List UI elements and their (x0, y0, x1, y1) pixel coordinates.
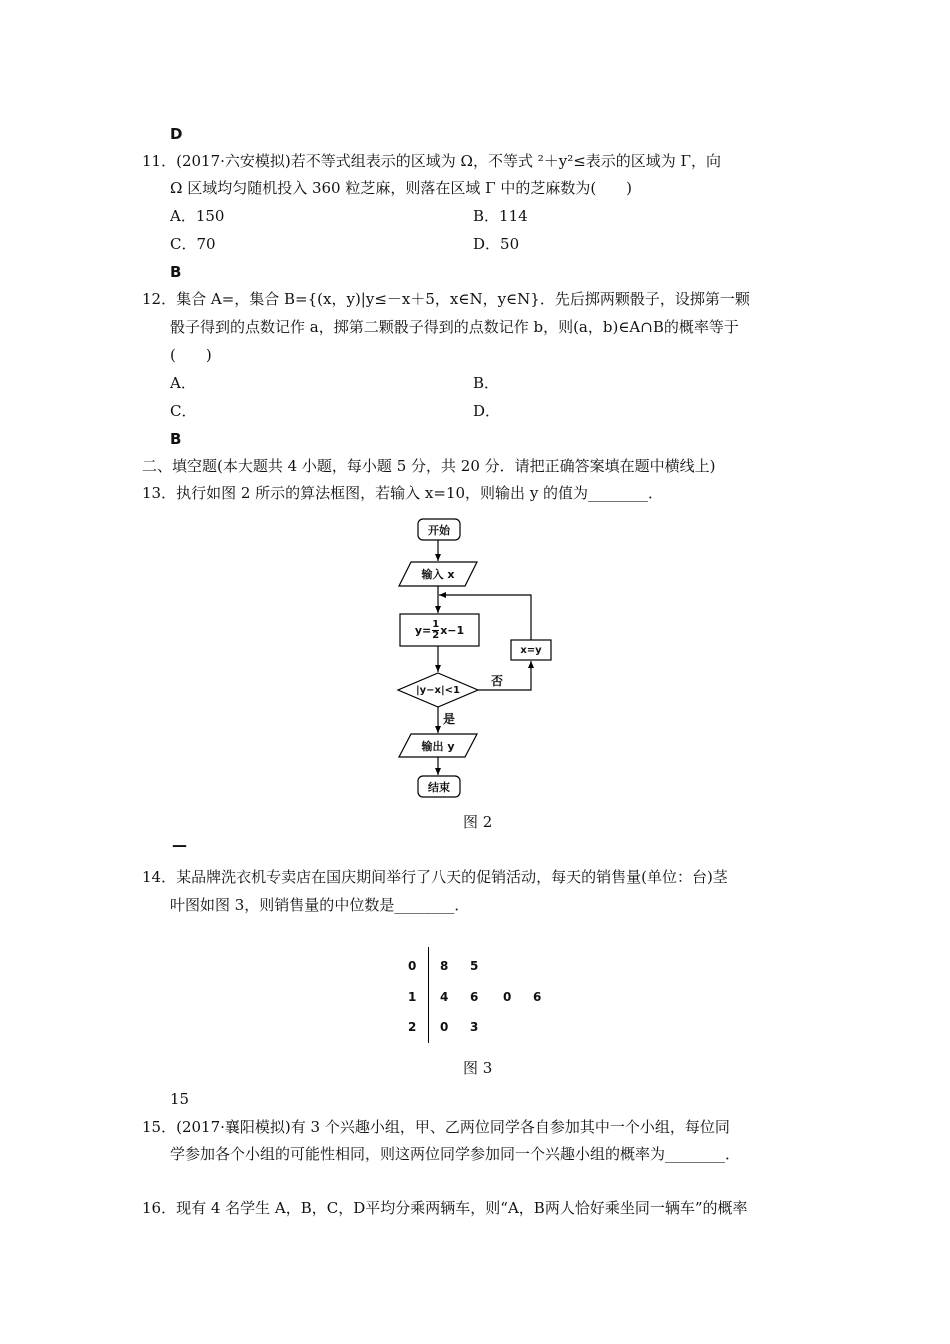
q12-line1: 12．集合 A=，集合 B={(x，y)|y≤－x＋5，x∈N，y∈N}．先后掷两颗骰子，设掷第一颗 (142, 290, 750, 308)
fraction-denominator: 2 (432, 629, 440, 641)
figure2-caption: 图 2 (463, 813, 493, 831)
flow-output: 输出 y (421, 739, 455, 753)
assign-rest-label: x−1 (440, 623, 465, 637)
flow-yes-label: 是 (443, 712, 456, 726)
q12-answer: B (170, 430, 182, 448)
leaf: 6 (533, 990, 542, 1004)
q14-line1: 14．某品牌洗衣机专卖店在国庆期间举行了八天的促销活动，每天的销售量(单位：台)茎 (142, 868, 728, 886)
flow-condition: |y−x|<1 (416, 684, 460, 696)
q14-line2: 叶图如图 3，则销售量的中位数是________． (170, 896, 470, 914)
leaf: 6 (470, 990, 479, 1004)
leaf: 0 (440, 1020, 449, 1034)
q12-option-c: C． (170, 402, 197, 420)
leaf: 0 (503, 990, 512, 1004)
stem-0: 0 (408, 959, 417, 973)
leaf: 4 (440, 990, 449, 1004)
leaf: 3 (470, 1020, 479, 1034)
q13-answer: — (172, 836, 187, 854)
q11-line1: 11．(2017·六安模拟)若不等式组表示的区域为 Ω，不等式 ²＋y²≤表示的区域为 Γ，向 (142, 152, 721, 170)
q15-line1: 15．(2017·襄阳模拟)有 3 个兴趣小组，甲、乙两位同学各自参加其中一个小组，每位同 (142, 1118, 730, 1136)
q13-text: 13．执行如图 2 所示的算法框图，若输入 x=10，则输出 y 的值为________． (142, 484, 664, 502)
q11-option-b: B．114 (473, 207, 528, 225)
q15-line2: 学参加各个小组的可能性相同，则这两位同学参加同一个兴趣小组的概率为________． (170, 1145, 741, 1163)
q12-option-a: A． (170, 374, 196, 392)
stem-1: 1 (408, 990, 417, 1004)
assign-y-label: y= (414, 623, 432, 637)
leaf: 5 (470, 959, 479, 973)
flow-assign (400, 614, 479, 646)
q11-option-d: D．50 (473, 235, 520, 253)
flow-no-label: 否 (491, 674, 504, 688)
stem-leaf-divider (428, 947, 429, 1043)
q12-option-b: B． (473, 374, 500, 392)
q12-line3: ( ) (170, 346, 212, 364)
fraction (432, 620, 439, 641)
section-heading: 二、填空题(本大题共 4 小题，每小题 5 分，共 20 分．请把正确答案填在题中横线上) (142, 457, 716, 475)
stem-2: 2 (408, 1020, 417, 1034)
q11-option-c: C．70 (170, 235, 216, 253)
q12-line2: 骰子得到的点数记作 a，掷第二颗骰子得到的点数记作 b，则(a，b)∈A∩B的概率等于 (170, 318, 739, 336)
q12-option-d: D． (473, 402, 501, 420)
q10-answer: D (170, 125, 183, 143)
q11-line2: Ω 区域均匀随机投入 360 粒芝麻，则落在区域 Γ 中的芝麻数为( ) (170, 179, 633, 197)
fraction-numerator: 1 (432, 618, 440, 630)
q11-option-a: A．150 (170, 207, 225, 225)
flow-end: 结束 (428, 780, 450, 794)
q14-answer: 15 (170, 1090, 190, 1108)
flow-update: x=y (520, 644, 542, 656)
q16-line1: 16．现有 4 名学生 A，B，C，D平均分乘两辆车，则“A，B两人恰好乘坐同一辆车”的概率 (142, 1199, 748, 1217)
figure3-caption: 图 3 (463, 1059, 493, 1077)
q11-answer: B (170, 263, 182, 281)
flow-start: 开始 (428, 523, 450, 537)
leaf: 8 (440, 959, 449, 973)
flow-input: 输入 x (421, 568, 455, 581)
